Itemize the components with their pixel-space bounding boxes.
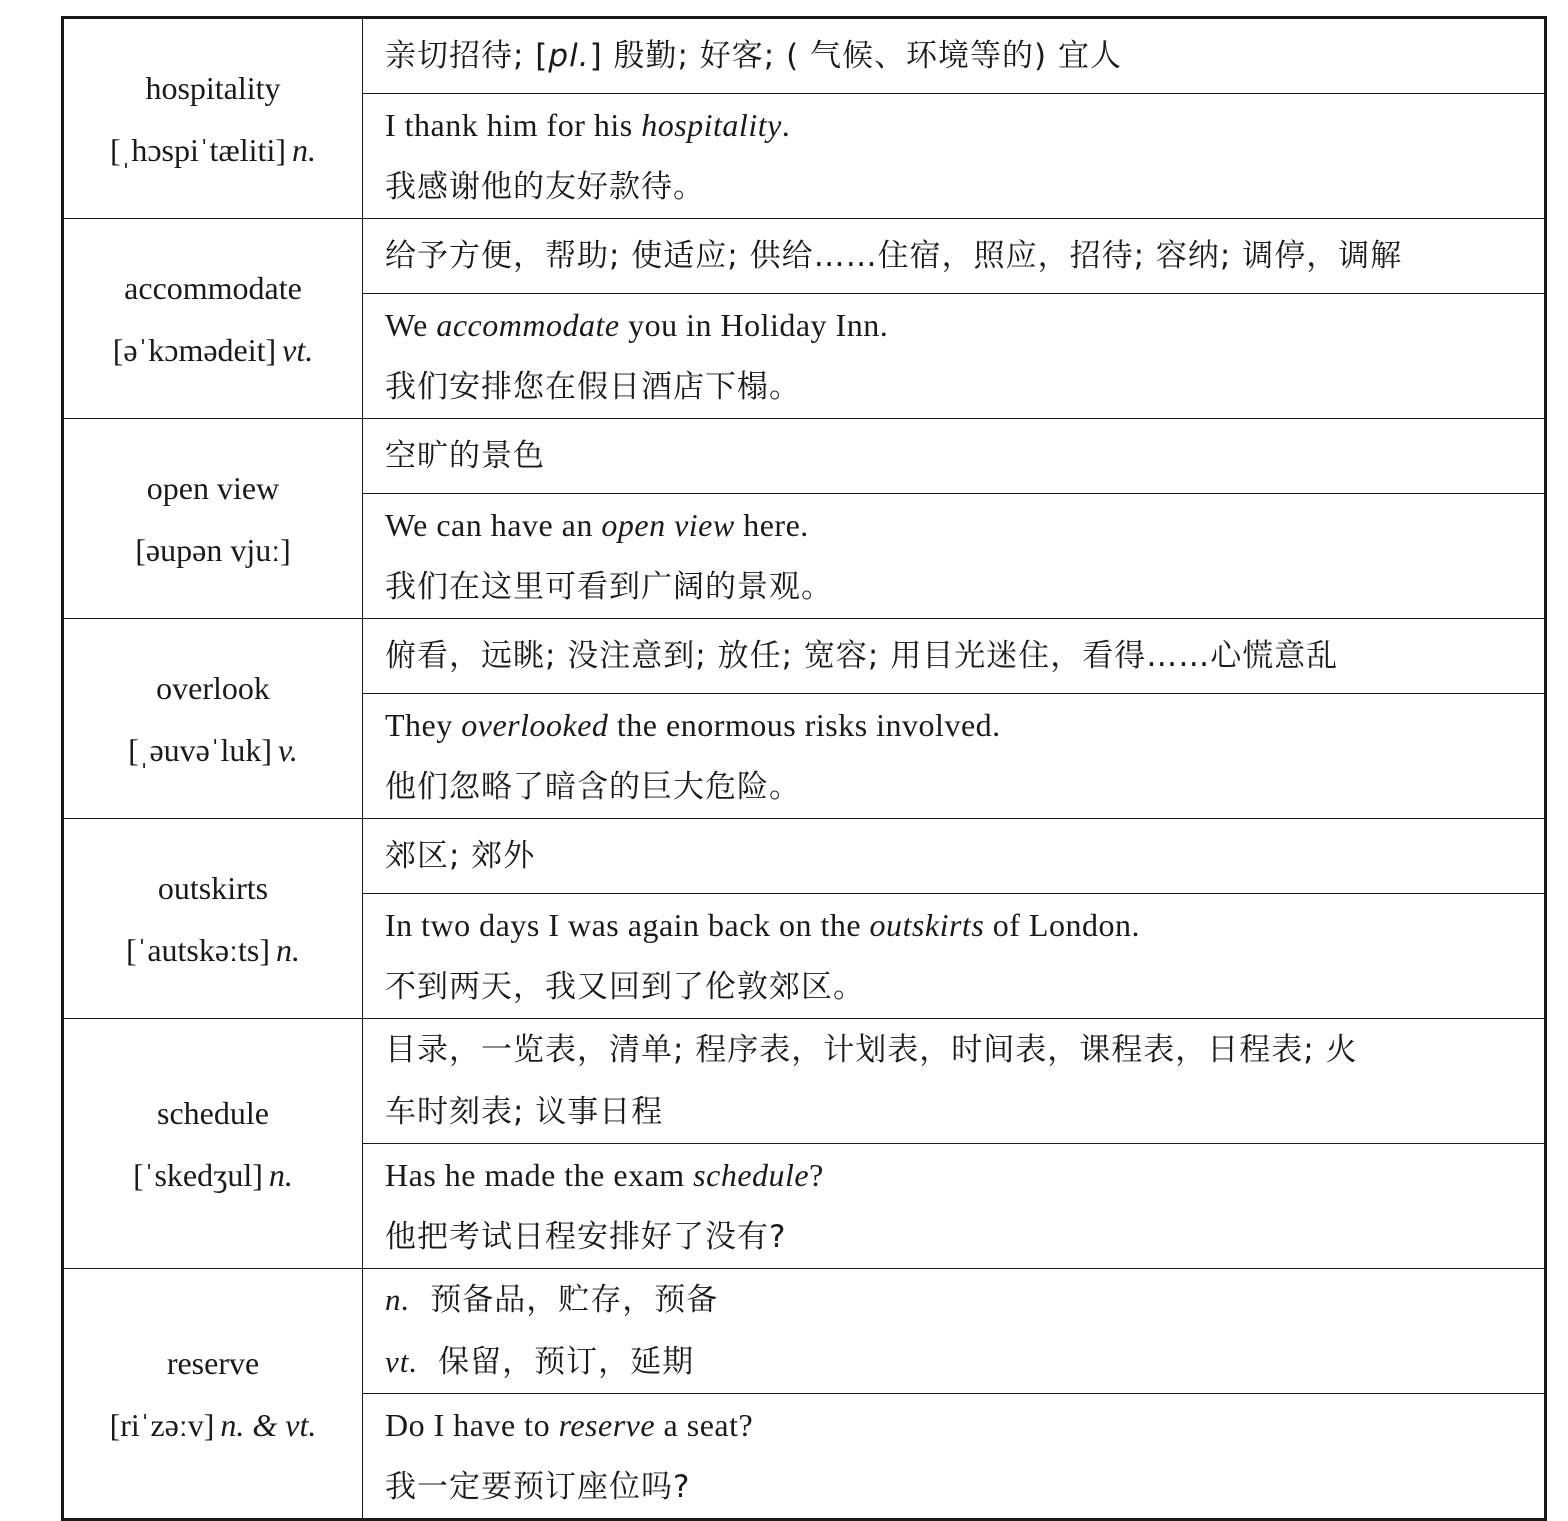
headword: accommodate [124,269,302,306]
phonetic-line [64,319,362,381]
example-sentence-chinese: 不到两天，我又回到了伦敦郊区。 [385,969,865,1005]
example-cell [363,894,1546,1019]
example-sentence-chinese: 他们忽略了暗含的巨大危险。 [385,769,801,805]
part-of-speech: vt. [282,331,314,368]
example-sentence-chinese: 他把考试日程安排好了没有? [385,1219,787,1255]
example-text: Has he made the exam [385,1157,694,1193]
definition-text: 目录，一览表，清单; 程序表，计划表，时间表，课程表，日程表; 火 [385,1032,1358,1068]
phonetic-line [64,919,362,981]
phonetic-transcription: [əˈkɔmədeit] [112,331,277,368]
definition-text: ] 殷勤; 好客; ( 气候、环境等的) 宜人 [589,38,1123,74]
definition-cell [363,18,1546,94]
example-keyword: open view [601,507,735,543]
example-text: the enormous risks involved. [608,707,1001,743]
phonetic-line [64,719,362,781]
headword-cell [63,619,363,819]
headword-cell [63,1269,363,1520]
example-sentence-english [385,694,1534,756]
sense-part-of-speech: n. [385,1282,411,1317]
entry-row [63,1019,1546,1144]
definition-cell [363,619,1546,694]
phonetic-line [64,1394,362,1456]
example-keyword: schedule [693,1157,810,1193]
headword-cell [63,419,363,619]
phonetic-transcription: [ˈskedʒul] [133,1156,263,1193]
entry-row [63,1269,1546,1394]
example-sentence-english [385,894,1534,956]
phonetic-transcription: [ˌəuvəˈluk] [128,731,273,768]
definition-text: 车时刻表; 议事日程 [385,1094,664,1130]
definition-text: 亲切招待; [ [385,38,549,74]
sense-part-of-speech: vt. [385,1344,419,1379]
example-sentence-chinese: 我感谢他的友好款待。 [385,169,705,205]
definition-text: 郊区; 郊外 [385,838,536,874]
example-text: a seat? [655,1407,754,1443]
example-keyword: hospitality [641,107,782,143]
definition-line [385,1019,1534,1081]
part-of-speech: n. [268,1156,293,1193]
definition-line [385,225,1534,287]
part-of-speech: n. [275,931,300,968]
definition-cell [363,1019,1546,1144]
definition-line [385,825,1534,887]
example-sentence-english [385,94,1534,156]
definition-text: 预备品，贮存，预备 [430,1282,719,1318]
definition-text: pl. [548,38,590,74]
example-cell [363,694,1546,819]
headword-cell [63,1019,363,1269]
headword: schedule [157,1094,269,1131]
example-cell [363,494,1546,619]
example-text: of London. [984,907,1140,943]
headword-cell [63,219,363,419]
example-sentence-chinese: 我一定要预订座位吗? [385,1469,691,1505]
definition-line [385,1331,1534,1393]
example-sentence-chinese: 我们安排您在假日酒店下榻。 [385,369,801,405]
part-of-speech: n. [291,131,316,168]
entry-row [63,419,1546,494]
definition-line [385,425,1534,487]
definition-text: 保留，预订，延期 [438,1344,695,1380]
phonetic-line [64,1144,362,1206]
phonetic-line [64,119,362,181]
definition-cell [363,1269,1546,1394]
phonetic-transcription: [əupən vjuː] [135,531,291,568]
example-text: . [781,107,791,143]
phonetic-line [64,519,362,581]
example-cell [363,94,1546,219]
example-keyword: accommodate [436,307,620,343]
phonetic-transcription: [riˈzəːv] [109,1406,215,1443]
example-cell [363,294,1546,419]
definition-line [385,1081,1534,1143]
example-text: Do I have to [385,1407,559,1443]
entry-row [63,219,1546,294]
vocabulary-table [61,16,1547,1521]
definition-cell [363,219,1546,294]
example-text: I thank him for his [385,107,642,143]
example-text: you in Holiday Inn. [619,307,889,343]
definition-text: 俯看，远眺; 没注意到; 放任; 宽容; 用目光迷住，看得……心慌意乱 [385,638,1339,674]
example-keyword: overlooked [461,707,609,743]
headword-cell [63,819,363,1019]
example-sentence-english [385,294,1534,356]
example-text: We can have an [385,507,602,543]
example-sentence-english [385,1394,1534,1456]
definition-text: 空旷的景色 [385,438,545,474]
headword: overlook [156,669,270,706]
example-text: In two days I was again back on the [385,907,870,943]
example-text: We [385,307,437,343]
entry-row [63,819,1546,894]
phonetic-transcription: [ˈautskəːts] [126,931,270,968]
example-keyword: reserve [558,1407,656,1443]
example-text: here. [734,507,809,543]
example-text: ? [809,1157,824,1193]
part-of-speech: n. & vt. [220,1406,317,1443]
headword: open view [146,469,280,506]
headword: reserve [166,1344,260,1381]
example-cell [363,1394,1546,1520]
entry-row [63,619,1546,694]
headword-cell [63,18,363,219]
definition-line [385,625,1534,687]
definition-line [385,25,1534,87]
example-sentence-chinese: 我们在这里可看到广阔的景观。 [385,569,833,605]
headword: outskirts [157,869,269,906]
phonetic-transcription: [ˌhɔspiˈtæliti] [110,131,286,168]
vocabulary-table-body [63,18,1546,1520]
part-of-speech: v. [278,731,298,768]
definition-text: 给予方便，帮助; 使适应; 供给……住宿，照应，招待; 容纳; 调停，调解 [385,238,1403,274]
example-text: They [385,707,462,743]
definition-cell [363,419,1546,494]
example-keyword: outskirts [869,907,985,943]
example-cell [363,1144,1546,1269]
headword: hospitality [145,69,281,106]
definition-cell [363,819,1546,894]
example-sentence-english [385,1144,1534,1206]
example-sentence-english [385,494,1534,556]
definition-line [385,1269,1534,1331]
entry-row [63,18,1546,94]
